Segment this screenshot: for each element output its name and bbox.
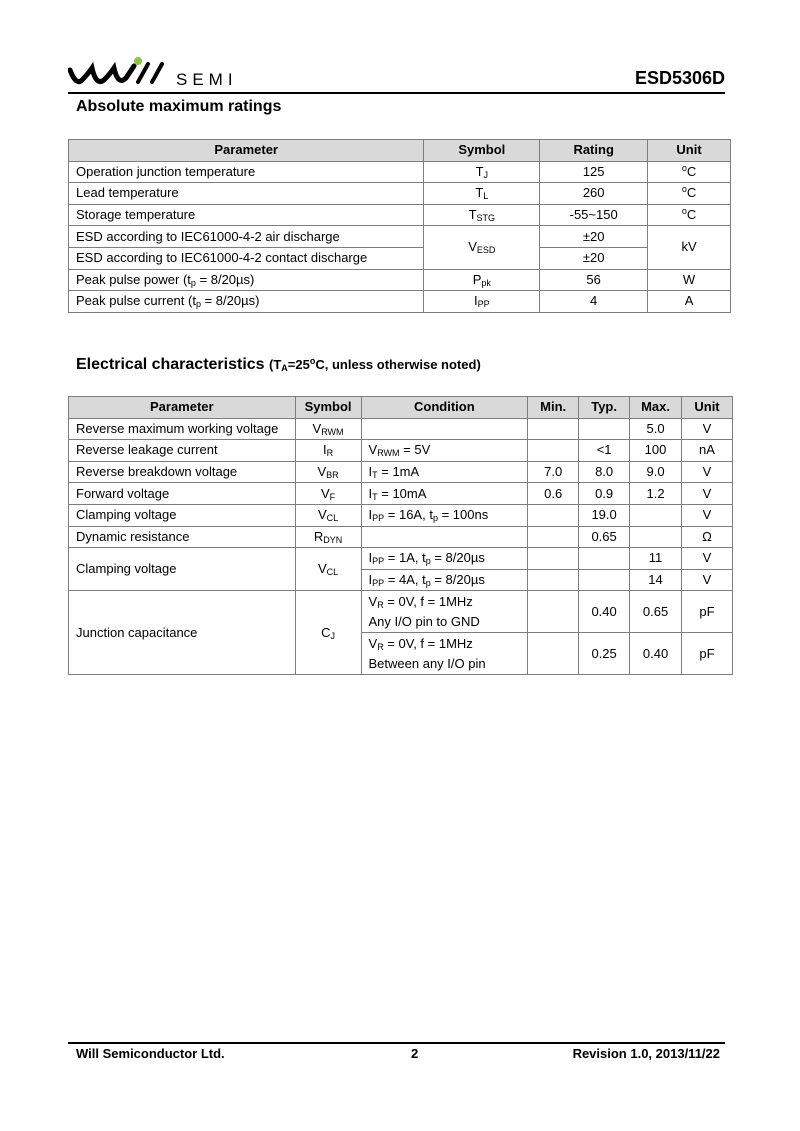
param-text: Peak pulse power (t xyxy=(76,271,191,287)
unit-cell: V xyxy=(682,548,733,570)
will-semi-logo xyxy=(68,56,173,88)
max-cell: 14 xyxy=(630,569,682,591)
typ-cell: 8.0 xyxy=(579,461,630,483)
typ-cell: 0.9 xyxy=(579,483,630,505)
symbol-subscript: DYN xyxy=(323,534,343,545)
column-header: Min. xyxy=(528,397,579,419)
cond-subscript: PP xyxy=(372,513,385,524)
table-row xyxy=(69,161,731,183)
min-cell xyxy=(528,569,579,591)
symbol-cell xyxy=(295,440,361,462)
unit-cell xyxy=(648,183,731,205)
rating-cell: ±20 xyxy=(540,247,648,269)
symbol-text: T xyxy=(468,207,477,223)
param-cell: Dynamic resistance xyxy=(69,526,296,548)
rating-cell: 260 xyxy=(540,183,648,205)
symbol-text: T xyxy=(475,163,484,179)
page-header xyxy=(68,56,725,92)
cond-subscript: T xyxy=(372,470,378,481)
unit-text: C xyxy=(686,163,697,179)
unit-cell: A xyxy=(648,291,731,313)
cond-text: I xyxy=(368,572,373,588)
param-cell xyxy=(69,291,424,313)
table-row xyxy=(69,183,731,205)
symbol-text: V xyxy=(468,239,477,255)
cond-text: I xyxy=(368,550,373,566)
cond-text: I xyxy=(368,464,373,480)
symbol-cell xyxy=(295,548,361,591)
symbol-subscript: pk xyxy=(481,277,491,288)
elec-table xyxy=(68,396,733,675)
min-cell: 7.0 xyxy=(528,461,579,483)
condition-cell xyxy=(361,548,528,570)
symbol-cell xyxy=(424,161,540,183)
symbol-subscript: PP xyxy=(477,299,490,310)
unit-cell: V xyxy=(682,569,733,591)
symbol-subscript: RWM xyxy=(321,426,344,437)
symbol-text: T xyxy=(475,185,484,201)
column-header: Unit xyxy=(648,140,731,162)
degree-mark: o xyxy=(309,356,316,366)
min-cell xyxy=(528,633,579,675)
column-header: Unit xyxy=(682,397,733,419)
param-cell: Clamping voltage xyxy=(69,504,296,526)
cond-text: C, unless otherwise noted) xyxy=(315,357,481,372)
param-cell: ESD according to IEC61000-4-2 contact discharge xyxy=(69,247,424,269)
cond-subscript: PP xyxy=(372,556,385,567)
symbol-subscript: F xyxy=(329,491,336,502)
table-row xyxy=(69,418,733,440)
symbol-subscript: CL xyxy=(326,567,339,578)
max-cell: 0.65 xyxy=(630,591,682,633)
table-row xyxy=(69,204,731,226)
column-header: Max. xyxy=(630,397,682,419)
condition-cell xyxy=(361,504,528,526)
typ-cell: 19.0 xyxy=(579,504,630,526)
unit-cell: V xyxy=(682,461,733,483)
table-row xyxy=(69,483,733,505)
symbol-text: V xyxy=(317,561,327,577)
symbol-text: V xyxy=(320,485,330,501)
unit-cell xyxy=(648,161,731,183)
symbol-subscript: J xyxy=(330,630,335,641)
condition-cell xyxy=(361,526,528,548)
rating-cell: -55~150 xyxy=(540,204,648,226)
cond-text: V xyxy=(368,593,378,609)
typ-cell xyxy=(579,548,630,570)
abs-max-table xyxy=(68,139,731,313)
cond-text: V xyxy=(368,635,378,651)
abs-max-title: Absolute maximum ratings xyxy=(76,98,282,115)
unit-cell: pF xyxy=(682,591,733,633)
symbol-text: V xyxy=(317,464,327,480)
cond-text: = 8/20µs xyxy=(430,550,485,566)
part-number: ESD5306D xyxy=(634,68,725,88)
header-rule xyxy=(68,92,725,94)
param-cell: Reverse leakage current xyxy=(69,440,296,462)
symbol-subscript: ESD xyxy=(476,245,496,256)
condition-cell xyxy=(361,461,528,483)
column-header: Condition xyxy=(361,397,528,419)
symbol-text: V xyxy=(317,507,327,523)
cond-text: = 4A, t xyxy=(384,572,426,588)
symbol-text: V xyxy=(312,420,322,436)
param-cell: Lead temperature xyxy=(69,183,424,205)
cond-text: = 100ns xyxy=(437,507,489,523)
param-subscript: p xyxy=(190,277,196,288)
param-cell: Reverse maximum working voltage xyxy=(69,418,296,440)
cond-subscript: p xyxy=(425,578,431,589)
unit-cell: V xyxy=(682,483,733,505)
table-row xyxy=(69,226,731,248)
symbol-cell xyxy=(424,183,540,205)
symbol-text: I xyxy=(473,293,478,309)
table-row xyxy=(69,247,731,269)
condition-cell xyxy=(361,633,528,675)
unit-cell: kV xyxy=(648,226,731,269)
cond-text: = 0V, f = 1MHz xyxy=(383,635,473,651)
symbol-cell xyxy=(295,591,361,675)
unit-cell: V xyxy=(682,504,733,526)
param-subscript: p xyxy=(195,299,201,310)
typ-cell: 0.25 xyxy=(579,633,630,675)
typ-cell: 0.40 xyxy=(579,591,630,633)
param-text: = 8/20µs) xyxy=(195,271,255,287)
degree-mark: o xyxy=(681,162,687,173)
table-row xyxy=(69,440,733,462)
column-header: Symbol xyxy=(295,397,361,419)
symbol-subscript: CL xyxy=(326,513,339,524)
degree-mark: o xyxy=(681,184,687,195)
typ-cell: <1 xyxy=(579,440,630,462)
table-row xyxy=(69,269,731,291)
param-cell xyxy=(69,269,424,291)
cond-text: Between any I/O pin xyxy=(368,655,486,671)
unit-cell: nA xyxy=(682,440,733,462)
symbol-cell xyxy=(295,461,361,483)
cond-text: = 10mA xyxy=(377,485,427,501)
condition-cell xyxy=(361,418,528,440)
param-text: = 8/20µs) xyxy=(200,293,260,309)
cond-subscript: R xyxy=(377,599,384,610)
symbol-cell xyxy=(424,226,540,269)
unit-cell: W xyxy=(648,269,731,291)
cond-text: =25 xyxy=(287,357,310,372)
typ-cell: 0.65 xyxy=(579,526,630,548)
column-header: Rating xyxy=(540,140,648,162)
symbol-text: I xyxy=(322,442,327,458)
cond-subscript: p xyxy=(425,556,431,567)
symbol-subscript: STG xyxy=(476,213,496,224)
cond-text: = 0V, f = 1MHz xyxy=(383,593,473,609)
cond-subscript: p xyxy=(432,513,438,524)
column-header: Parameter xyxy=(69,397,296,419)
degree-mark: o xyxy=(681,206,687,217)
symbol-cell xyxy=(424,269,540,291)
cond-text: = 16A, t xyxy=(384,507,433,523)
max-cell: 100 xyxy=(630,440,682,462)
param-cell: Reverse breakdown voltage xyxy=(69,461,296,483)
symbol-text: P xyxy=(472,271,482,287)
footer-company: Will Semiconductor Ltd. xyxy=(76,1046,225,1061)
table-header-row xyxy=(69,397,733,419)
max-cell: 1.2 xyxy=(630,483,682,505)
symbol-text: C xyxy=(321,624,331,640)
max-cell: 11 xyxy=(630,548,682,570)
cond-text: I xyxy=(368,485,373,501)
unit-text: C xyxy=(686,185,697,201)
footer-page-number: 2 xyxy=(411,1046,419,1061)
rating-cell: 125 xyxy=(540,161,648,183)
param-cell: ESD according to IEC61000-4-2 air discharge xyxy=(69,226,424,248)
min-cell xyxy=(528,440,579,462)
table-row xyxy=(69,291,731,313)
symbol-cell xyxy=(295,504,361,526)
unit-text: C xyxy=(686,207,697,223)
symbol-cell xyxy=(424,204,540,226)
condition-cell xyxy=(361,591,528,633)
condition-cell xyxy=(361,440,528,462)
param-cell: Clamping voltage xyxy=(69,548,296,591)
typ-cell xyxy=(579,569,630,591)
param-text: Peak pulse current (t xyxy=(76,293,196,309)
elec-title-text: Electrical characteristics xyxy=(76,356,265,373)
unit-cell xyxy=(648,204,731,226)
symbol-cell xyxy=(295,526,361,548)
param-cell: Storage temperature xyxy=(69,204,424,226)
unit-cell: Ω xyxy=(682,526,733,548)
cond-text: (T xyxy=(269,357,282,372)
cond-text: = 1mA xyxy=(377,464,420,480)
table-row xyxy=(69,504,733,526)
unit-cell: pF xyxy=(682,633,733,675)
table-row xyxy=(69,526,733,548)
footer-revision: Revision 1.0, 2013/11/22 xyxy=(572,1046,720,1061)
min-cell: 0.6 xyxy=(528,483,579,505)
elec-title xyxy=(76,356,481,374)
cond-text: = 5V xyxy=(399,442,431,458)
max-cell xyxy=(630,504,682,526)
cond-text: V xyxy=(368,442,378,458)
param-cell: Operation junction temperature xyxy=(69,161,424,183)
cond-subscript: T xyxy=(372,491,378,502)
elec-title-condition xyxy=(269,357,481,372)
cond-subscript: A xyxy=(281,363,288,373)
symbol-subscript: L xyxy=(483,191,489,202)
table-row xyxy=(69,548,733,570)
table-row xyxy=(69,591,733,633)
max-cell: 9.0 xyxy=(630,461,682,483)
cond-text: Any I/O pin to GND xyxy=(368,613,480,629)
param-cell: Junction capacitance xyxy=(69,591,296,675)
symbol-subscript: BR xyxy=(326,470,339,481)
rating-cell: ±20 xyxy=(540,226,648,248)
min-cell xyxy=(528,418,579,440)
min-cell xyxy=(528,526,579,548)
min-cell xyxy=(528,591,579,633)
unit-cell: V xyxy=(682,418,733,440)
cond-subscript: PP xyxy=(372,578,385,589)
symbol-cell xyxy=(295,483,361,505)
table-header-row xyxy=(69,140,731,162)
table-row xyxy=(69,461,733,483)
max-cell xyxy=(630,526,682,548)
max-cell: 0.40 xyxy=(630,633,682,675)
cond-text: = 8/20µs xyxy=(430,572,485,588)
cond-subscript: RWM xyxy=(377,448,400,459)
symbol-subscript: R xyxy=(326,448,334,459)
symbol-cell xyxy=(424,291,540,313)
rating-cell: 4 xyxy=(540,291,648,313)
symbol-subscript: J xyxy=(483,169,489,180)
footer-rule xyxy=(68,1042,725,1044)
typ-cell xyxy=(579,418,630,440)
max-cell: 5.0 xyxy=(630,418,682,440)
symbol-text: R xyxy=(313,528,324,544)
param-cell: Forward voltage xyxy=(69,483,296,505)
rating-cell: 56 xyxy=(540,269,648,291)
column-header: Parameter xyxy=(69,140,424,162)
cond-subscript: R xyxy=(377,641,384,652)
symbol-cell xyxy=(295,418,361,440)
min-cell xyxy=(528,548,579,570)
cond-text: = 1A, t xyxy=(384,550,426,566)
logo-text: SEMI xyxy=(176,70,238,89)
condition-cell xyxy=(361,483,528,505)
column-header: Symbol xyxy=(424,140,540,162)
column-header: Typ. xyxy=(579,397,630,419)
condition-cell xyxy=(361,569,528,591)
cond-text: I xyxy=(368,507,373,523)
min-cell xyxy=(528,504,579,526)
